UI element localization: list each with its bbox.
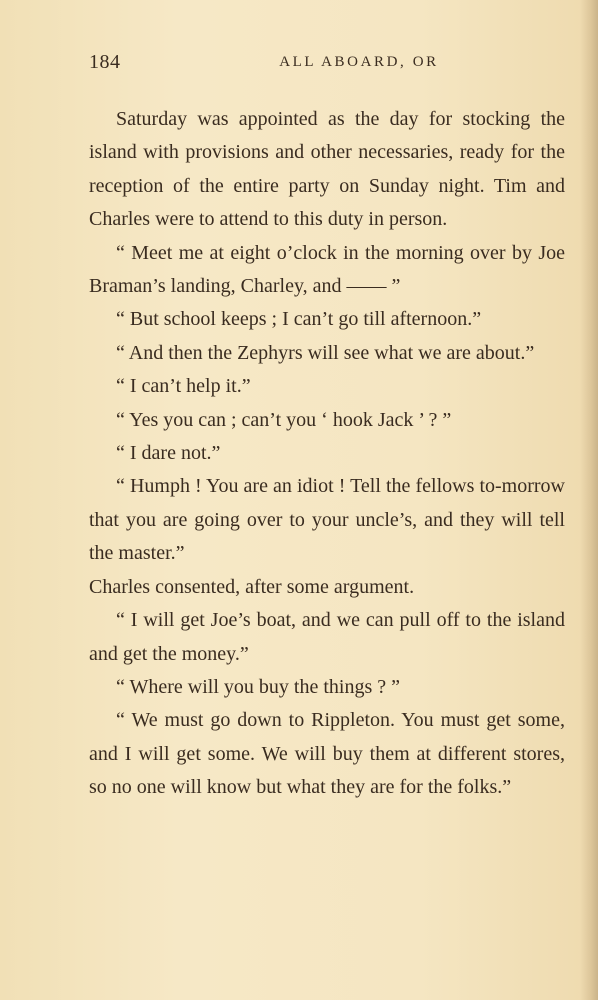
paragraph: “ Where will you buy the things ? ” [116, 675, 401, 698]
paragraph: “ But school keeps ; I can’t go till afternoon.” [116, 308, 482, 331]
paragraph: “ We must go down to Rippleton. You must get some, and I will get some. We will buy them at different stores, so no one will know but what they are for the folks.” [89, 709, 565, 799]
paragraph: “ And then the Zephyrs will see what we are about.” [116, 341, 535, 364]
page-header [89, 51, 559, 77]
paragraph: “ Meet me at eight o’clock in the morning over by Joe Braman’s landing, Charley, and —— ” [89, 241, 565, 298]
page-edge-shadow [580, 0, 598, 1000]
body-text [89, 103, 565, 805]
paragraph: “ Yes you can ; can’t you ‘ hook Jack ’ ? ” [116, 408, 452, 431]
paragraph: “ Humph ! You are an idiot ! Tell the fellows to-morrow that you are going over to your uncle’s, and they will tell the master.” [89, 475, 565, 565]
paragraph: “ I dare not.” [116, 442, 221, 465]
paragraph: Charles consented, after some argument. [89, 575, 415, 598]
paragraph: Saturday was appointed as the day for stocking the island with provisions and other necessaries, ready for the reception of the entire party on Sunday night. Tim and Charles were to attend to this duty in person. [89, 108, 565, 231]
page-number: 184 [89, 51, 121, 73]
paragraph: “ I can’t help it.” [116, 375, 251, 398]
paragraph: “ I will get Joe’s boat, and we can pull off to the island and get the money.” [89, 609, 565, 665]
running-head: ALL ABOARD, OR [279, 54, 439, 70]
